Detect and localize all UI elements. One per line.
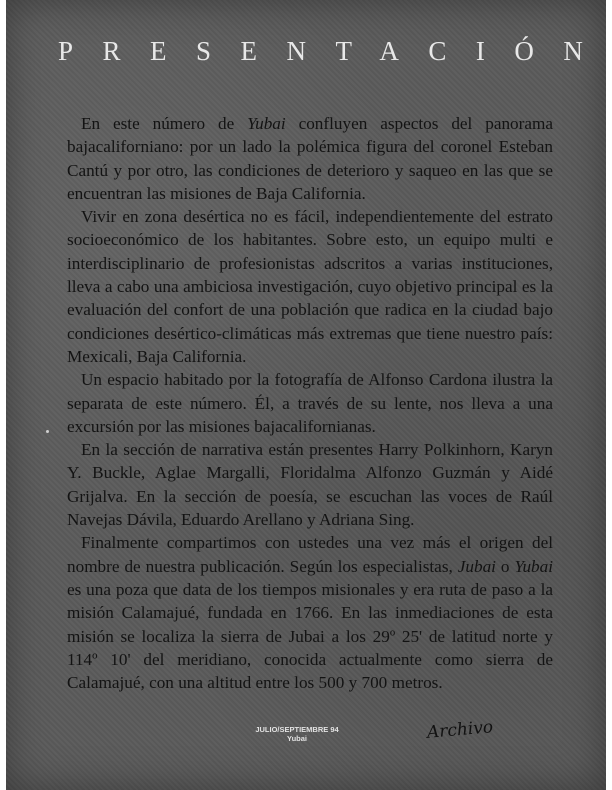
text-segment: o bbox=[495, 556, 515, 576]
text-segment: es una poza que data de los tiempos misionales y era ruta de paso a la misión Calamajué, fundada en 1766. En las inmediaciones de esta misión se localiza la sierra de Jubai a los 29º 25' de latitud norte y 114º 10' del meridiano, conocida actualmente como sierra de Calamajué, con una altitud entre los 500 y 700 metros. bbox=[67, 579, 553, 693]
paragraph bbox=[67, 368, 553, 438]
footer-issue: JULIO/SEPTIEMBRE 94 bbox=[255, 725, 339, 734]
handwritten-note: Archivo bbox=[426, 717, 494, 743]
text-segment: confluyen aspectos del panorama bajacaliforniano: por un lado la polémica figura del coronel Esteban Cantú y por otro, las condiciones de deterioro y saqueo en las que se encuentran las misiones de Baja California. bbox=[67, 114, 553, 203]
paragraph bbox=[67, 531, 553, 694]
text-segment: Un espacio habitado por la fotografía de Alfonso Cardona ilustra la separata de este número. Él, a través de su lente, nos lleva a una excursión por las misiones bajacalifornianas. bbox=[67, 370, 553, 436]
paragraph bbox=[67, 112, 553, 205]
text-segment-italic: Jubai bbox=[457, 556, 496, 576]
text-segment-italic: Yubai bbox=[247, 114, 286, 133]
text-segment: Finalmente compartimos con ustedes una vez más el origen del nombre de nuestra publicación. Según los especialistas, bbox=[67, 533, 553, 576]
paragraph bbox=[67, 438, 553, 531]
presentation-text bbox=[67, 112, 553, 694]
page-title: PRESENTACIÓN bbox=[58, 36, 612, 66]
text-segment-italic: Yubai bbox=[514, 556, 554, 576]
page-footer bbox=[232, 725, 362, 743]
paragraph bbox=[67, 205, 553, 368]
text-segment: En la sección de narrativa están presentes Harry Polkinhorn, Karyn Y. Buckle, Aglae Margalli, Floridalma Alfonzo Guzmán y Aidé Grijalva. En la sección de poesía, se escuchan las voces de Raúl Navejas Dávila, Eduardo Arellano y Adriana Sing. bbox=[67, 440, 553, 530]
magazine-page bbox=[6, 0, 612, 790]
text-segment: En este número de bbox=[81, 114, 248, 133]
footer-magazine-name: Yubai bbox=[286, 734, 307, 743]
text-segment: Vivir en zona desértica no es fácil, independientemente del estrato socioeconómico de los habitantes. Sobre esto, un equipo multi e interdisciplinario de profesionistas adscritos a varias instituciones, lleva a cabo una ambiciosa investigación, cuyo objetivo principal es la evaluación del confort de una población que radica en la ciudad bajo condiciones desértico-climáticas más extremas que tiene nuestro país: Mexicali, Baja California. bbox=[67, 207, 553, 366]
paper-speck bbox=[46, 430, 49, 433]
